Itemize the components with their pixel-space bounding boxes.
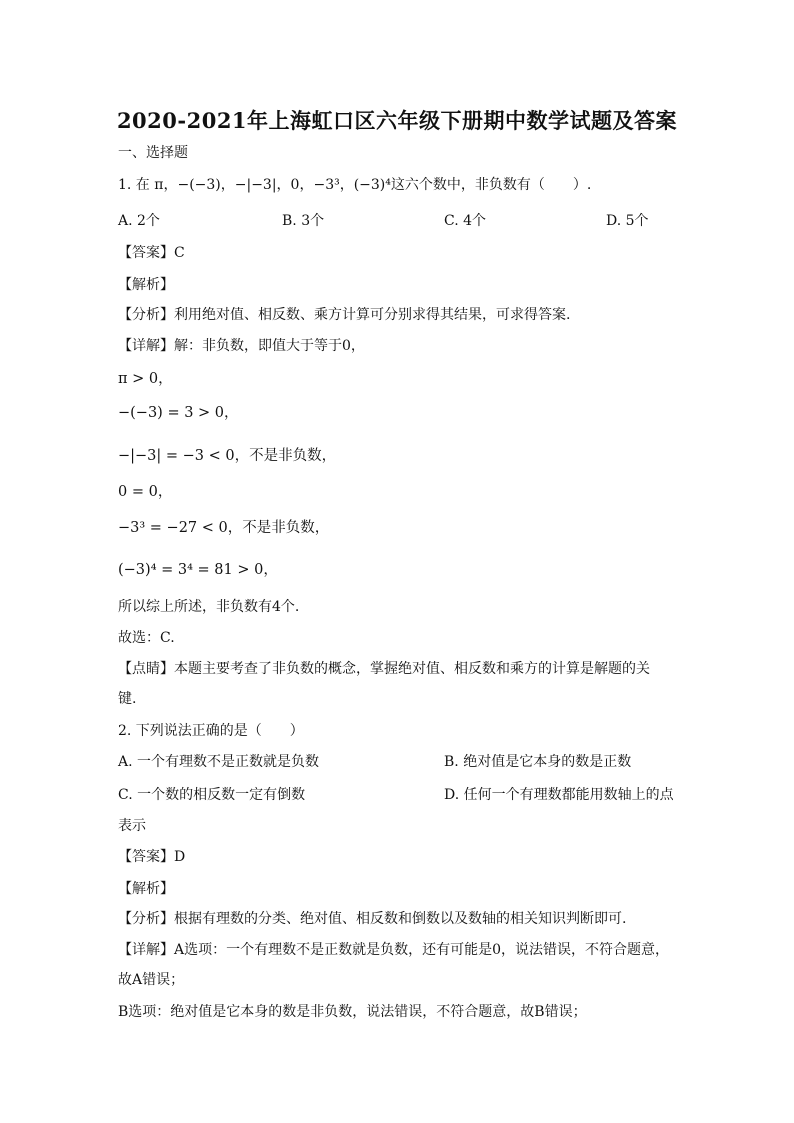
- question-2-stem: 2. 下列说法正确的是（ ）: [118, 723, 304, 739]
- q1-step-6: (−3)⁴ = 3⁴ = 81 > 0，: [118, 562, 278, 578]
- question-1-stem: 1. 在 π，−(−3)，−|−3|，0，−3³，(−3)⁴这六个数中，非负数有（ ）.: [118, 177, 592, 193]
- q2-option-d-continuation: 表示: [118, 818, 146, 834]
- q2-option-a: A. 一个有理数不是正数就是负数: [118, 754, 320, 770]
- q1-dianjing-line-2: 键.: [118, 691, 137, 707]
- q2-xiangjie-line-3: B选项：绝对值是它本身的数是非负数，说法错误，不符合题意，故B错误；: [118, 1004, 587, 1020]
- q2-analysis-heading: 【解析】: [118, 881, 174, 897]
- q1-dianjing-line-1: 【点睛】本题主要考查了非负数的概念，掌握绝对值、相反数和乘方的计算是解题的关: [118, 661, 650, 677]
- q1-answer: 【答案】C: [118, 245, 185, 261]
- q1-xiangjie: 【详解】解：非负数，即值大于等于0，: [118, 338, 365, 354]
- q1-step-3: −|−3| = −3 < 0，不是非负数，: [118, 448, 337, 464]
- q1-option-b: B. 3个: [282, 213, 325, 229]
- q1-analysis-heading: 【解析】: [118, 277, 174, 293]
- q2-option-b: B. 绝对值是它本身的数是正数: [444, 754, 632, 770]
- q1-option-d: D. 5个: [606, 213, 649, 229]
- q1-choice: 故选：C.: [118, 630, 175, 646]
- q2-xiangjie-line-2: 故A错误；: [118, 972, 185, 988]
- q1-step-4: 0 = 0，: [118, 484, 173, 500]
- q2-option-d: D. 任何一个有理数都能用数轴上的点: [444, 787, 674, 803]
- q2-answer: 【答案】D: [118, 849, 186, 865]
- page-title: 2020-2021年上海虹口区六年级下册期中数学试题及答案: [116, 108, 678, 133]
- q1-step-2: −(−3) = 3 > 0，: [118, 405, 239, 421]
- q1-summary: 所以综上所述，非负数有4个.: [118, 599, 300, 615]
- q1-step-1: π > 0，: [118, 371, 173, 387]
- q2-xiangjie-line-1: 【详解】A选项：一个有理数不是正数就是负数，还有可能是0，说法错误，不符合题意，: [118, 942, 670, 958]
- q1-step-5: −3³ = −27 < 0，不是非负数，: [118, 520, 330, 536]
- q1-fenxi: 【分析】利用绝对值、相反数、乘方计算可分别求得其结果，可求得答案.: [118, 307, 571, 323]
- q1-option-c: C. 4个: [444, 213, 487, 229]
- q2-option-c: C. 一个数的相反数一定有倒数: [118, 787, 306, 803]
- section-heading: 一、选择题: [118, 145, 188, 161]
- q1-option-a: A. 2个: [118, 213, 160, 229]
- q2-fenxi: 【分析】根据有理数的分类、绝对值、相反数和倒数以及数轴的相关知识判断即可.: [118, 911, 627, 927]
